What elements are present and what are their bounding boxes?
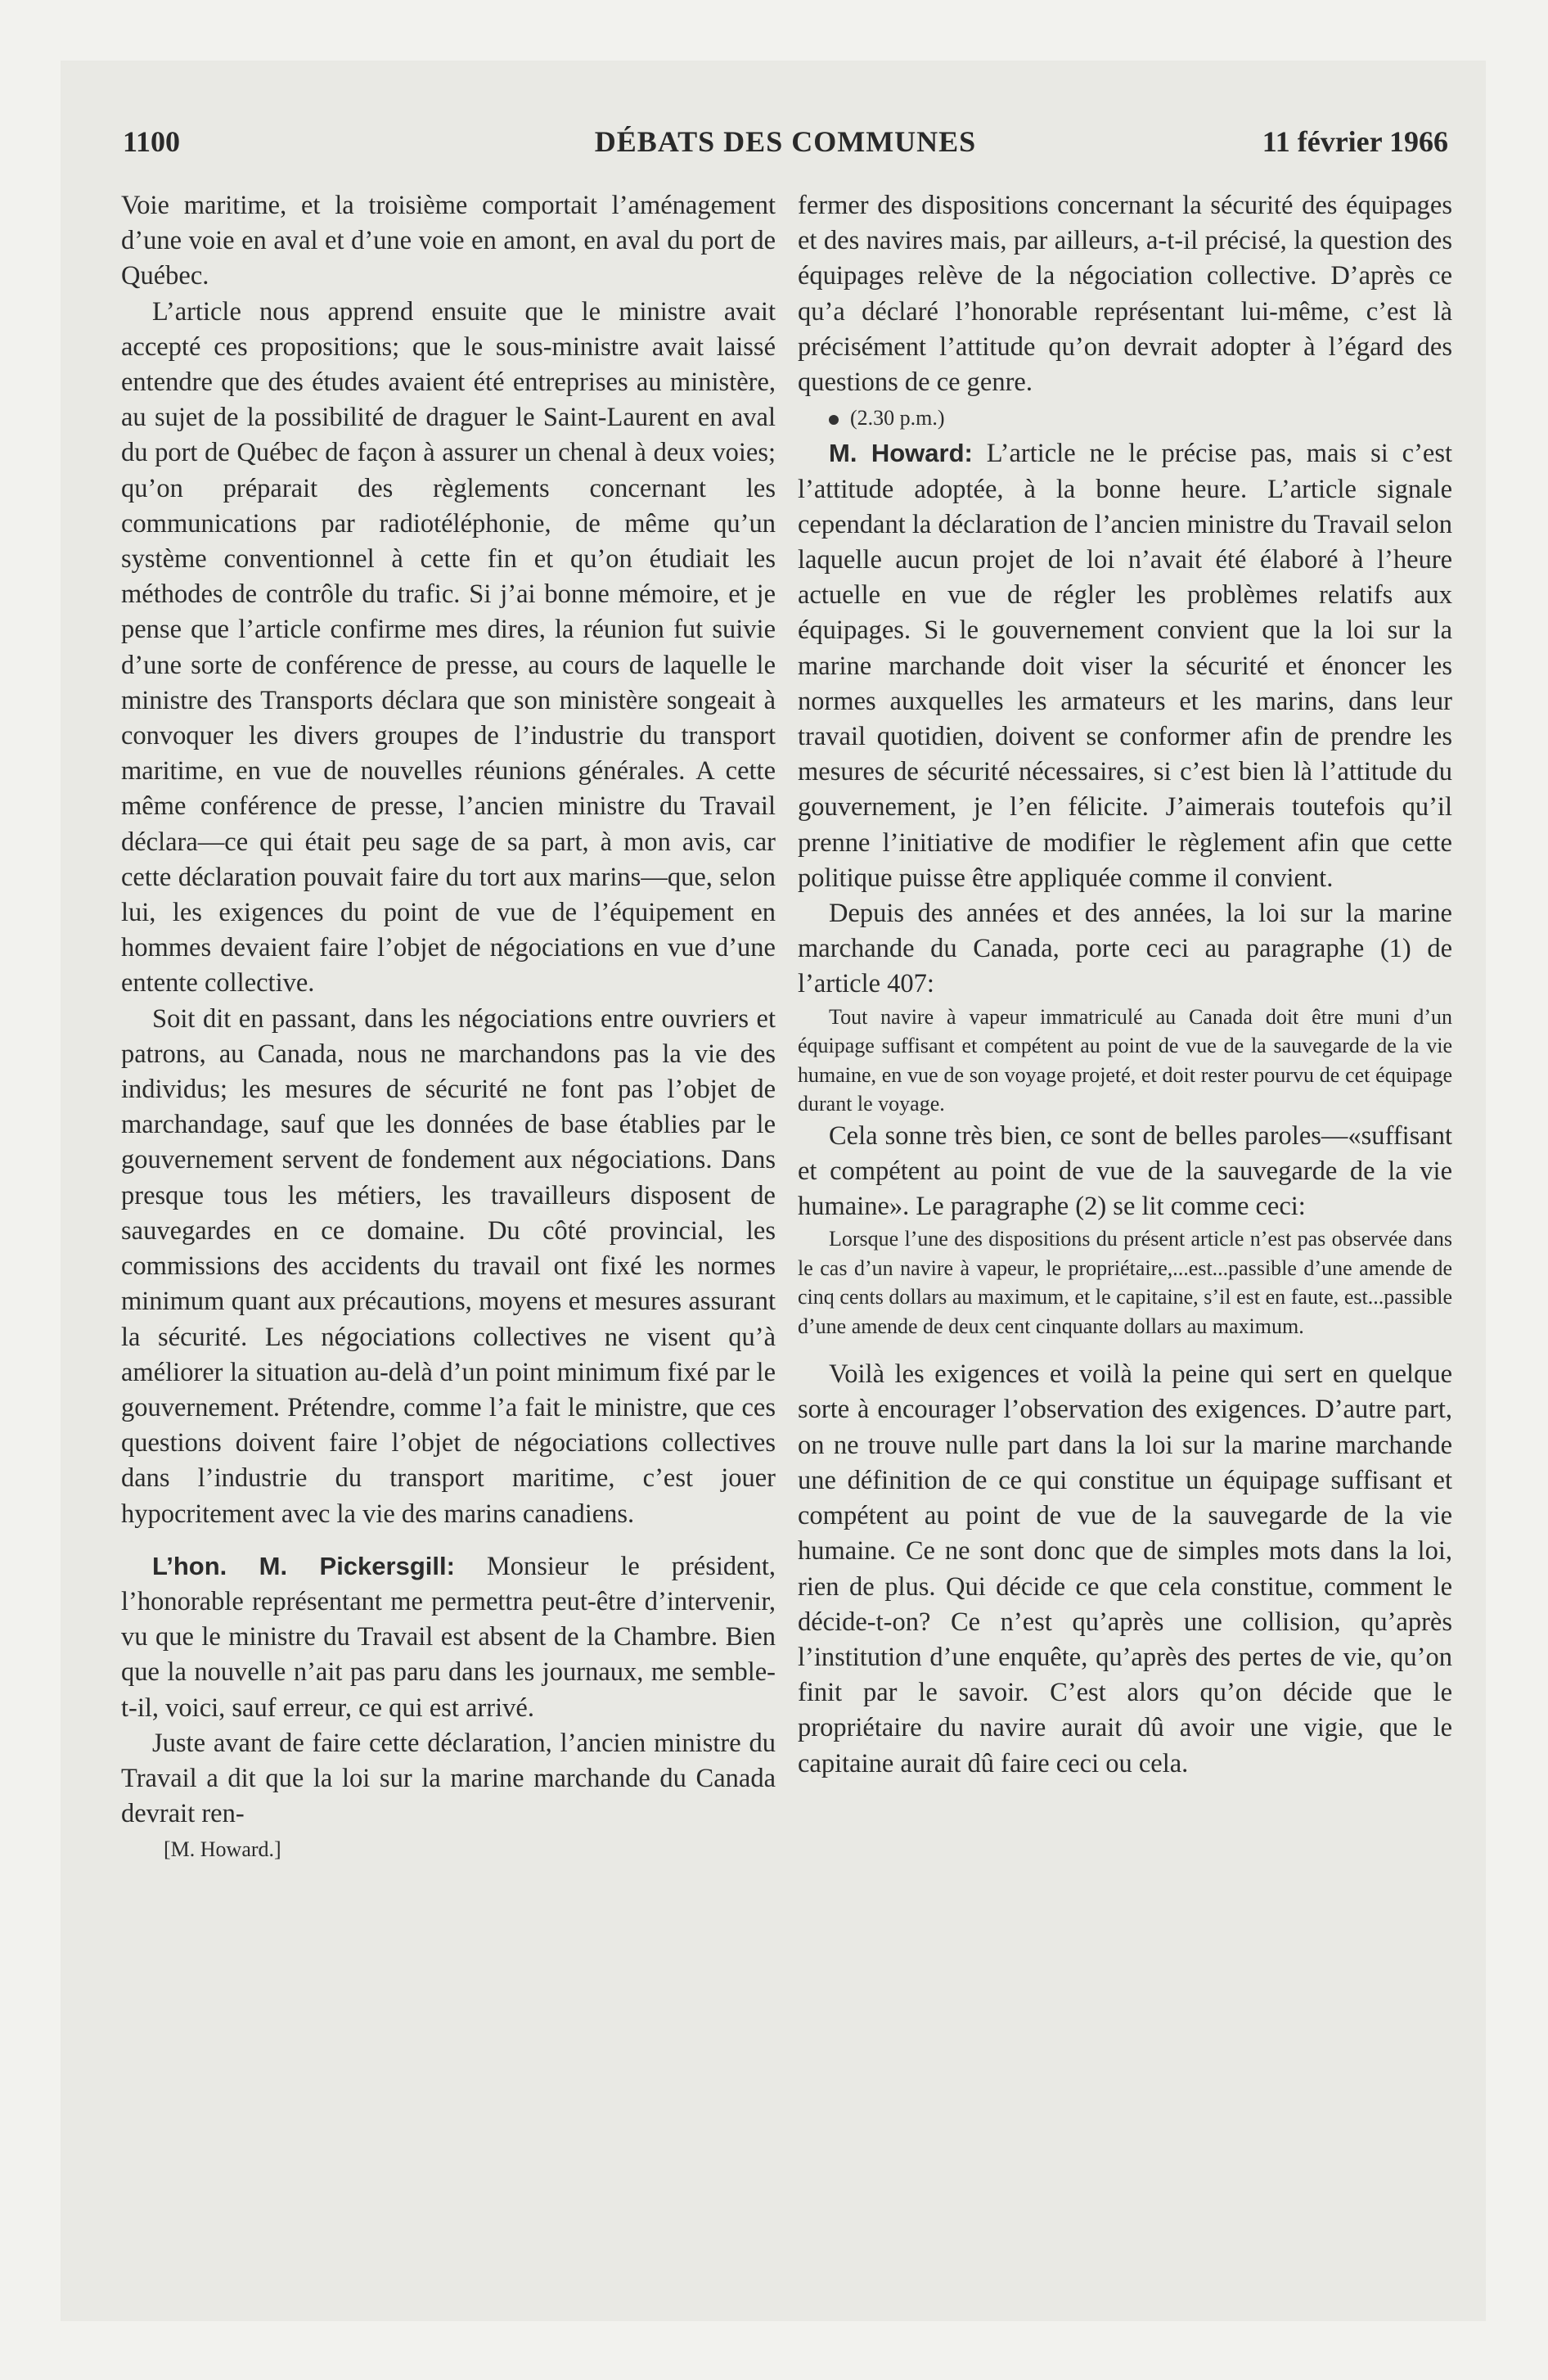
speaker-howard: M. Howard: [829,439,973,468]
quote-article-407-2: Lorsque l’une des dispositions du présent article n’est pas observée dans le cas d’un navire à vapeur, le propriétaire,...est...passible d’une amende de cinq cents dollars au maximum, et le capitaine, s’il est en faute, est...passible d’une amende de deux cent cinquante dollars au maximum. [798,1227,1452,1338]
quote-article-407-1: Tout navire à vapeur immatriculé au Canada doit être muni d’un équipage suffisant et compétent au point de vue de la sauvegarde de la vie humaine, en vue de son voyage projeté, et doit rester pourvu de cet équipage durant le voyage. [798,1004,1452,1116]
left-paragraph-4-text: Monsieur le président, l’honorable représentant me permettra peut-être d’intervenir, vu que le ministre du Travail est absent de la Chambre. Bien que la nouvelle n’ait pas paru dans les journaux, me semble-t-il, voici, sauf erreur, ce qui est arrivé. [121,1551,776,1723]
time-marker [798,400,1452,435]
left-paragraph-4 [121,1548,776,1726]
right-paragraph-2 [798,435,1452,896]
time-marker-text: (2.30 p.m.) [850,406,945,430]
page-footer: [M. Howard.] [164,1837,281,1862]
right-paragraph-1: fermer des dispositions concernant la sécurité des équipages et des navires mais, par ailleurs, a-t-il précisé, la question des équipages relève de la négociation collective. D’après ce qu’a déclaré l’honorable représentant lui-même, c’est là précisément l’attitude qu’on devrait adopter à l’égard des questions de ce genre. [798,191,1452,398]
right-paragraph-4: Cela sonne très bien, ce sont de belles paroles—«suffisant et compétent au point de vue de la sauvegarde de la vie humaine». Le paragraphe (2) se lit comme ceci: [798,1120,1452,1222]
left-paragraph-3: Soit dit en passant, dans les négociations entre ouvriers et patrons, au Canada, nous ne marchandons pas la vie des individus; les mesures de sécurité ne font pas l’objet de marchandage, sauf que les données de base établies par le gouvernement servent de fondement aux négociations. Dans presque tous les métiers, les travailleurs disposent de sauvegardes en ce domaine. Du côté provincial, les commissions des accidents du travail ont fixé les normes minimum quant aux précautions, moyens et mesures assurant la sécurité. Les négociations collectives ne visent qu’à améliorer la situation au-delà d’un point minimum fixé par le gouvernement. Prétendre, comme l’a fait le ministre, que ces questions doivent faire l’objet de négociations collectives dans l’industrie du transport maritime, c’est jouer hypocritement avec la vie des marins canadiens. [121,1003,776,1529]
header-date: 11 février 1966 [1262,125,1448,158]
left-paragraph-1: Voie maritime, et la troisième comportait l’aménagement d’une voie en aval et d’une voie en amont, en aval du port de Québec. [121,191,776,291]
page-header [123,124,1448,165]
right-paragraph-3: Depuis des années et des années, la loi sur la marine marchande du Canada, porte ceci au paragraphe (1) de l’article 407: [798,899,1452,999]
left-column [121,188,776,1868]
left-paragraph-2: L’article nous apprend ensuite que le ministre avait accepté ces propositions; que le sous-ministre avait laissé entendre que des études avaient été entreprises au ministère, au sujet de la possibilité de draguer le Saint-Laurent en aval du port de Québec de façon à assurer un chenal à deux voies; qu’on préparait des règlements concernant les communications par radiotéléphonie, de même qu’un système conventionnel à cette fin et qu’on étudiait les méthodes de contrôle du trafic. Si j’ai bonne mémoire, et je pense que l’article confirme mes dires, la réunion fut suivie d’une sorte de conférence de presse, au cours de laquelle le ministre des Transports déclara que son ministère songeait à convoquer les divers groupes de l’industrie du transport maritime, en vue de nouvelles réunions générales. A cette même conférence de presse, l’ancien ministre du Travail déclara—ce qui était peu sage de sa part, à mon avis, car cette déclaration pouvait faire du tort aux marins—que, selon lui, les exigences du point de vue de l’équipement en hommes devaient faire l’objet de négociations en vue d’une entente collective. [121,296,776,998]
right-paragraph-5: Voilà les exigences et voilà la peine qui sert en quelque sorte à encourager l’observation des exigences. D’autre part, on ne trouve nulle part dans la loi sur la marine marchande une définition de ce qui constitue un équipage suffisant et compétent au point de vue de la sauvegarde de la vie humaine. Ce ne sont donc que de simples mots dans la loi, rien de plus. Qui décide ce que cela constitue, comment le décide-t-on? Ce n’est qu’après une collision, qu’après l’institution d’une enquête, qu’après des pertes de vie, qu’on finit par le savoir. C’est alors qu’on décide que le propriétaire du navire aurait dû avoir une vigie, que le capitaine aurait dû faire ceci ou cela. [798,1359,1452,1778]
header-title: DÉBATS DES COMMUNES [594,125,977,158]
right-paragraph-2-text: L’article ne le précise pas, mais si c’est l’attitude adoptée, à la bonne heure. L’article signale cependant la déclaration de l’ancien ministre du Travail selon laquelle aucun projet de loi n’avait été élaboré à l’heure actuelle en vue de régler les problèmes relatifs aux équipages. Si le gouvernement convient que la loi sur la marine marchande doit viser la sécurité et énoncer les normes auxquelles les armateurs et les marins, dans leur travail quotidien, doivent se conformer afin de prendre les mesures de sécurité nécessaires, si c’est bien là l’attitude du gouvernement, je l’en félicite. J’aimerais toutefois qu’il prenne l’initiative de modifier le règlement afin que cette politique puisse être appliquée comme il convient. [798,439,1453,893]
left-paragraph-5: Juste avant de faire cette déclaration, l’ancien ministre du Travail a dit que la loi sur la marine marchande du Canada devrait ren- [121,1728,776,1829]
speaker-pickersgill: L’hon. M. Pickersgill: [152,1551,455,1580]
header-page-number: 1100 [123,125,181,158]
bullet-icon [829,415,839,425]
right-column [798,188,1452,1782]
